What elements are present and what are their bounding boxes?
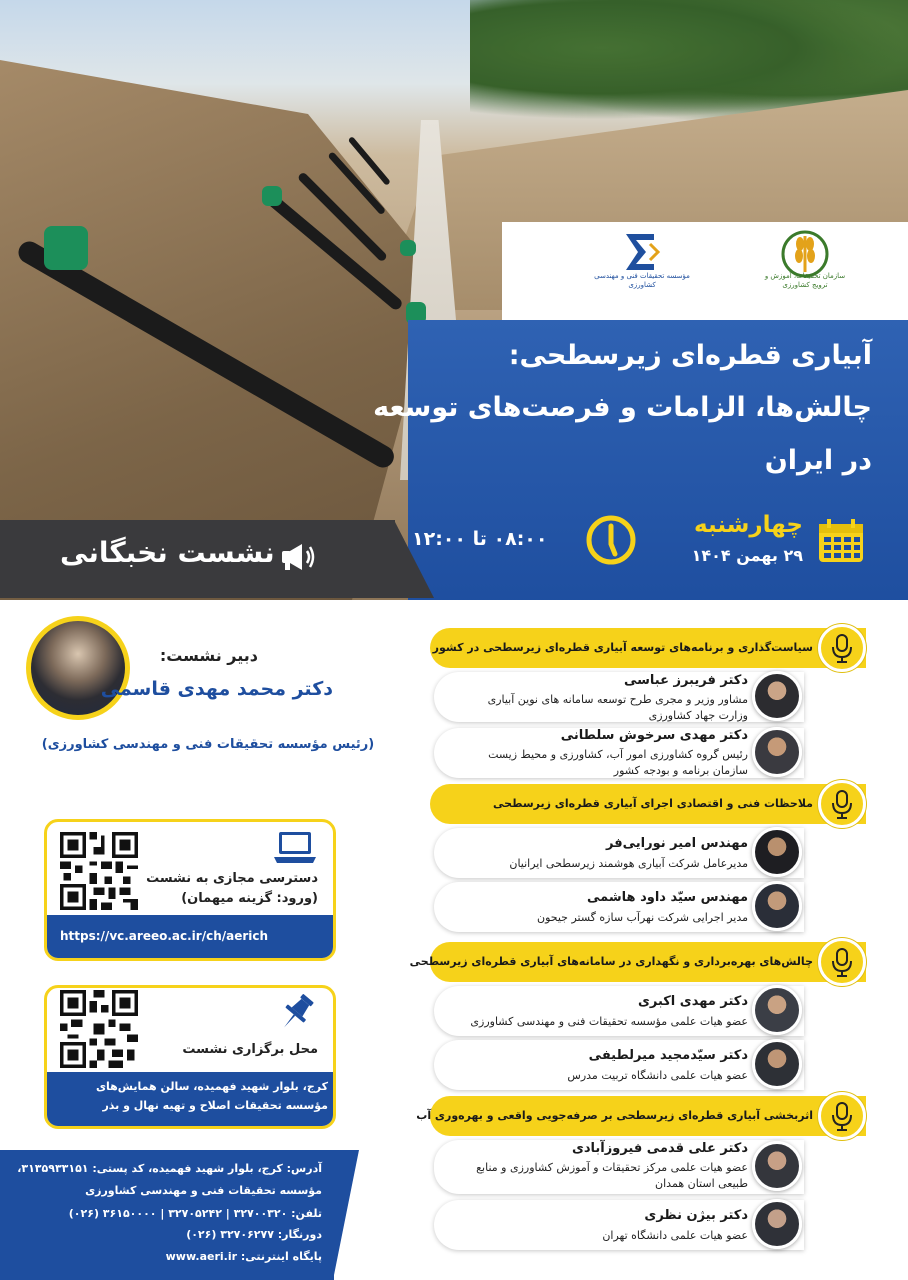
topic-title: اثربخشی آبیاری قطره‌ای زیرسطحی بر صرفه‌جویی واقعی و بهره‌وری آب — [416, 1109, 813, 1122]
speaker-name: مهندس سیّد داود هاشمی — [587, 890, 748, 905]
speaker-photo — [752, 1199, 802, 1249]
event-date: ۲۹ بهمن ۱۴۰۴ — [691, 546, 803, 565]
sigma-logo — [622, 230, 662, 274]
chair-photo — [31, 621, 125, 715]
title-line-3: در ایران — [764, 445, 872, 476]
speaker-name: دکتر مهدی سرخوش سلطانی — [560, 728, 748, 743]
clock-icon — [585, 514, 637, 566]
contact-address-line-2: مؤسسه تحقیقات فنی و مهندسی کشاورزی — [85, 1184, 322, 1197]
pipe-fitting — [400, 240, 416, 256]
title-line-1: آبیاری قطره‌ای زیرسطحی: — [508, 340, 872, 371]
topic-title: ملاحظات فنی و اقتصادی اجرای آبیاری قطره‌ای زیرسطحی — [493, 797, 813, 810]
microphone-badge — [818, 780, 866, 828]
speaker-role: مشاور وزیر و مجری طرح توسعه سامانه های نوین آبیاری — [487, 693, 748, 706]
session-type: نشست نخبگانی — [60, 536, 275, 569]
speaker-role-line-2: سازمان برنامه و بودجه کشور — [613, 764, 748, 777]
speaker-role: عضو هیات علمی دانشگاه تربیت مدرس — [567, 1069, 748, 1082]
contact-address-line-1: آدرس: کرج، بلوار شهید فهمیده، کد پستی: ۳۱۳۵۹۳۳۱۵۱، — [17, 1162, 322, 1175]
calendar-icon — [817, 518, 865, 564]
speaker-photo — [752, 1039, 802, 1089]
megaphone-icon — [276, 540, 316, 574]
speaker-name: دکتر فریبرز عباسی — [623, 673, 748, 688]
event-day: چهارشنبه — [694, 512, 803, 538]
microphone-badge — [818, 1092, 866, 1140]
pushpin-icon — [277, 992, 317, 1034]
logo-card — [502, 222, 908, 320]
microphone-badge — [818, 938, 866, 986]
microphone-icon — [821, 627, 863, 669]
speaker-photo — [752, 1141, 802, 1191]
speaker-name: مهندس امیر نورایی‌فر — [606, 836, 748, 851]
pipe-fitting — [262, 186, 282, 206]
left-org-logo-text: مؤسسه تحقیقات فنی و مهندسی کشاورزی — [594, 272, 690, 289]
speaker-role: مدیر اجرایی شرکت نهرآب سازه گستر جیحون — [537, 911, 748, 924]
contact-box-tip — [333, 1150, 359, 1280]
hero-section — [0, 0, 908, 600]
speaker-photo — [752, 881, 802, 931]
chair-title: (رئیس مؤسسه تحقیقات فنی و مهندسی کشاورزی) — [41, 737, 375, 752]
venue-label: محل برگزاری نشست — [182, 1042, 318, 1057]
speaker-role: عضو هیات علمی دانشگاه تهران — [602, 1229, 748, 1242]
vc-qr-code[interactable] — [60, 832, 138, 910]
topic-title: چالش‌های بهره‌برداری و نگهداری در سامانه‌های آبیاری قطره‌ای زیرسطحی — [409, 955, 813, 968]
speaker-photo — [752, 985, 802, 1035]
contact-fax: دورنگار: ۳۲۷۰۶۲۷۷ (۰۲۶) — [186, 1228, 322, 1241]
speaker-role-line-2: وزارت جهاد کشاورزی — [648, 709, 748, 722]
speaker-role: رئیس گروه کشاورزی امور آب، کشاورزی و محیط زیست — [488, 748, 748, 761]
speaker-name: دکتر مهدی اکبری — [637, 994, 748, 1009]
event-time: ۰۸:۰۰ تا ۱۲:۰۰ — [412, 528, 548, 550]
speaker-photo — [752, 727, 802, 777]
microphone-icon — [821, 1095, 863, 1137]
speaker-photo — [752, 827, 802, 877]
microphone-icon — [821, 941, 863, 983]
laptop-icon — [273, 830, 317, 866]
microphone-icon — [821, 783, 863, 825]
speaker-role: عضو هیات علمی مرکز تحقیقات و آموزش کشاورزی و منابع — [476, 1161, 748, 1174]
vc-url-link[interactable]: https://vc.areeo.ac.ir/ch/aerich — [60, 929, 269, 943]
chair-label: دبیر نشست: — [159, 646, 258, 665]
venue-address: کرج، بلوار شهید فهمیده، سالن همایش‌های مؤسسه تحقیقات اصلاح و تهیه نهال و بذر — [95, 1080, 328, 1112]
vc-guest-hint: (ورود: گزینه میهمان) — [181, 891, 318, 906]
speaker-name: دکتر علی قدمی فیروزآبادی — [571, 1141, 748, 1156]
speaker-role-line-2: طبیعی استان همدان — [655, 1177, 748, 1190]
title-line-2: چالش‌ها، الزامات و فرصت‌های توسعه — [373, 392, 872, 423]
chair-name: دکتر محمد مهدی قاسمی — [100, 678, 333, 700]
right-org-logo-text: سازمان تحقیقات، آموزش و ترویج کشاورزی — [764, 272, 846, 289]
speaker-photo — [752, 671, 802, 721]
speaker-name: دکتر بیژن نظری — [644, 1208, 748, 1223]
speaker-role: مدیرعامل شرکت آبیاری هوشمند زیرسطحی ایرانیان — [509, 857, 748, 870]
contact-website[interactable]: پایگاه اینترنتی: www.aeri.ir — [165, 1250, 322, 1263]
speaker-name: دکتر سیّدمجید میرلطیفی — [588, 1048, 748, 1063]
vc-label: دسترسی مجازی به نشست — [146, 871, 318, 886]
venue-qr-code[interactable] — [60, 990, 138, 1068]
speaker-role: عضو هیات علمی مؤسسه تحقیقات فنی و مهندسی کشاورزی — [470, 1015, 748, 1028]
pipe-fitting — [44, 226, 88, 270]
microphone-badge — [818, 624, 866, 672]
topic-title: سیاست‌گذاری و برنامه‌های توسعه آبیاری قطره‌ای زیرسطحی در کشور — [432, 641, 813, 654]
contact-phone: تلفن: ۳۲۷۰۰۳۲۰ | ۳۲۷۰۵۲۴۲ | ۳۶۱۵۰۰۰۰ (۰۲۶) — [68, 1207, 322, 1220]
chair-avatar — [26, 616, 130, 720]
